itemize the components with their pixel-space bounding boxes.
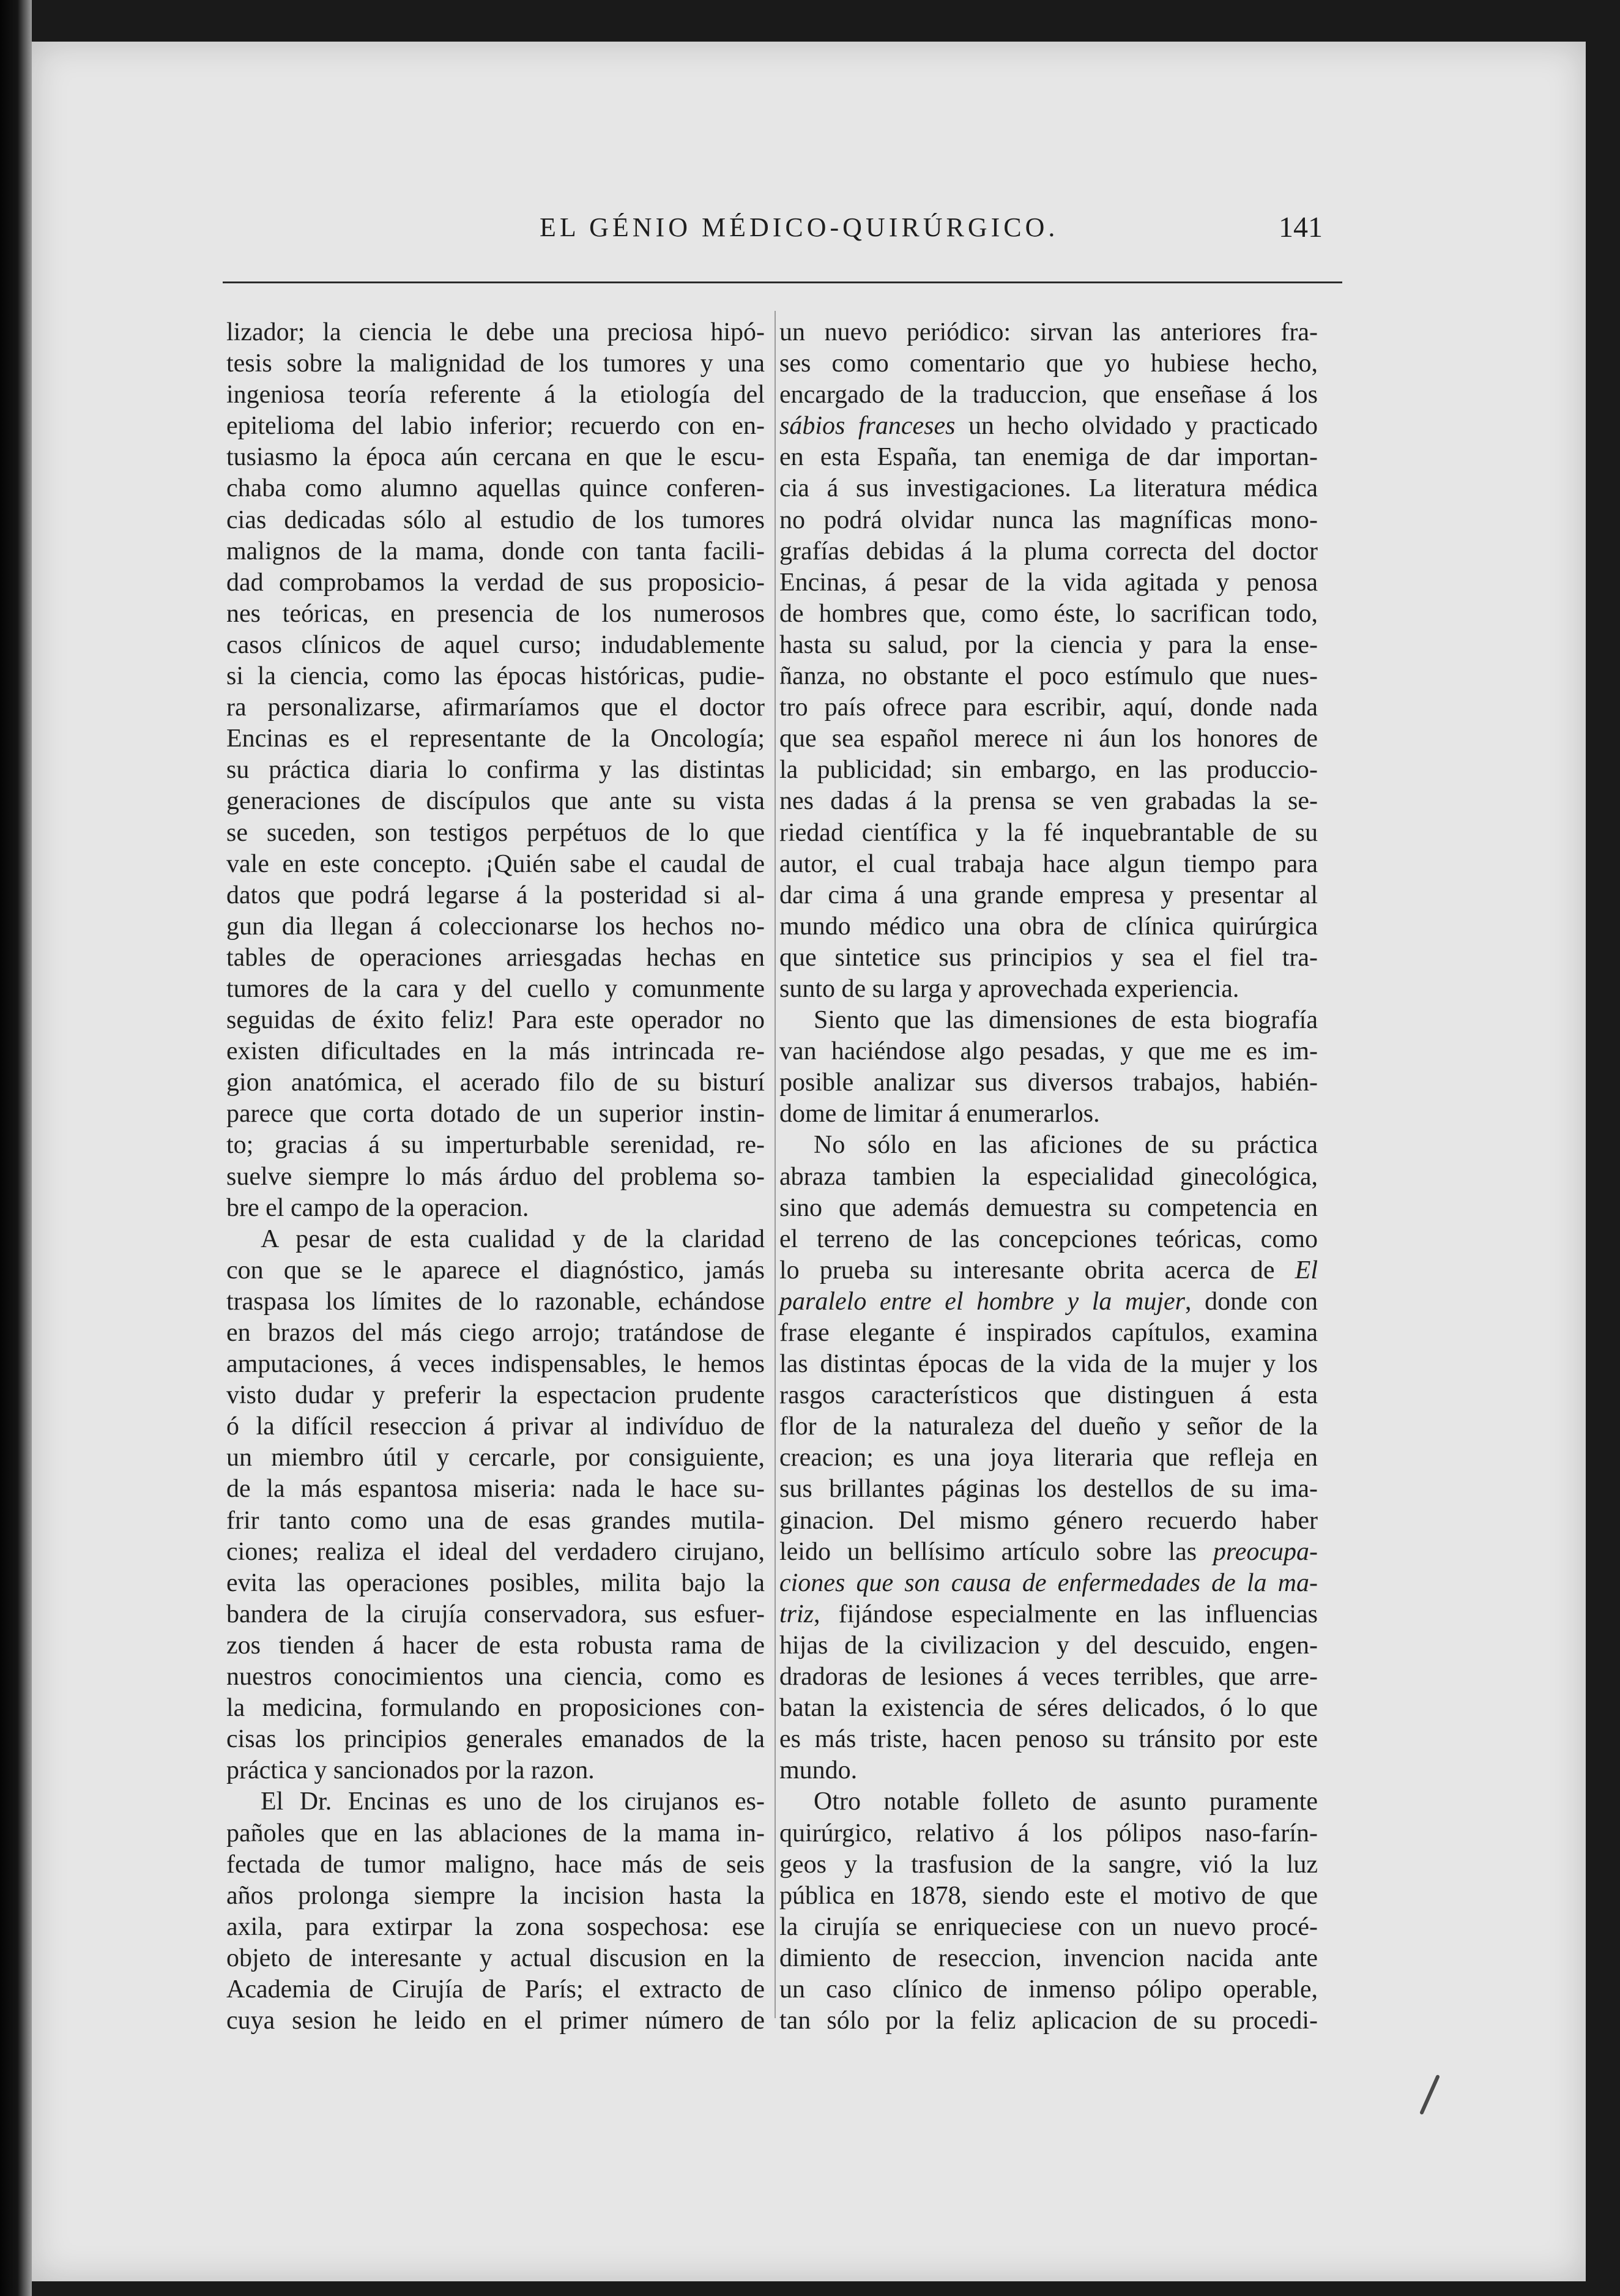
- text-line: to; gracias á su imperturbable serenidad, re-: [226, 1131, 765, 1160]
- text-line: zos tienden á hacer de esta robusta rama de: [226, 1631, 765, 1660]
- text-line: sunto de su larga y aprovechada experiencia.: [779, 974, 1239, 1003]
- text-line: no podrá olvidar nunca las magníficas mono-: [779, 505, 1318, 534]
- text-line: se suceden, son testigos perpétuos de lo que: [226, 818, 765, 847]
- column-divider: [775, 311, 776, 2018]
- text-line: [779, 1568, 1318, 1599]
- text-line: [779, 1599, 1318, 1630]
- italic-title: preocupa-: [1213, 1537, 1318, 1566]
- text-run: leido un bellísimo artículo sobre las: [779, 1537, 1213, 1566]
- text-line: de hombres que, como éste, lo sacrifican todo,: [779, 599, 1318, 628]
- text-line: visto dudar y preferir la espectacion prudente: [226, 1381, 765, 1410]
- text-line: fectada de tumor maligno, hace más de seis: [226, 1850, 765, 1879]
- text-line: gun dia llegan á coleccionarse los hechos no-: [226, 912, 765, 941]
- text-line: ra personalizarse, afirmaríamos que el doctor: [226, 693, 765, 722]
- text-line: suelve siempre lo más árduo del problema so-: [226, 1162, 765, 1191]
- text-line: Encinas es el representante de la Oncología;: [226, 725, 765, 753]
- text-line: tusiasmo la época aún cercana en que le escu-: [226, 443, 765, 472]
- text-line: axila, para extirpar la zona sospechosa: ese: [226, 1912, 765, 1941]
- text-line: mundo.: [779, 1756, 858, 1785]
- text-line: la publicidad; sin embargo, en las produccio-: [779, 756, 1318, 785]
- text-line: [779, 1255, 1318, 1286]
- text-line: hasta su salud, por la ciencia y para la ense-: [779, 630, 1318, 659]
- text-line: malignos de la mama, donde con tanta facili-: [226, 537, 765, 565]
- text-line: lizador; la ciencia le debe una preciosa hipó-: [226, 318, 765, 346]
- text-line: es más triste, hacen penoso su tránsito por este: [779, 1725, 1318, 1754]
- text-line: la medicina, formulando en proposiciones con-: [226, 1694, 765, 1723]
- text-line: tan sólo por la feliz aplicacion de su procedi-: [779, 2007, 1318, 2035]
- text-line: van haciéndose algo pesadas, y que me es im-: [779, 1037, 1318, 1066]
- italic-title: paralelo entre el hombre y la mujer: [779, 1287, 1186, 1316]
- text-line: ñanza, no obstante el poco estímulo que nues-: [779, 662, 1318, 691]
- running-title: EL GÉNIO MÉDICO-QUIRÚRGICO.: [540, 212, 1059, 242]
- text-line: frase elegante é inspirados capítulos, examina: [779, 1319, 1318, 1347]
- text-line: Siento que las dimensiones de esta biografía: [814, 1006, 1318, 1035]
- text-line: cias dedicadas sólo al estudio de los tumores: [226, 505, 765, 534]
- book-binding-shadow: [0, 0, 32, 2296]
- text-line: [779, 1286, 1318, 1318]
- text-line: tro país ofrece para escribir, aquí, donde nada: [779, 693, 1318, 722]
- text-line: años prolonga siempre la incision hasta la: [226, 1881, 765, 1910]
- text-line: dar cima á una grande empresa y presentar al: [779, 881, 1318, 909]
- text-line: nes dadas á la prensa se ven grabadas la se-: [779, 787, 1318, 816]
- text-line: sino que además demuestra su competencia en: [779, 1193, 1318, 1222]
- text-line: No sólo en las aficiones de su práctica: [814, 1131, 1318, 1160]
- text-line: evita las operaciones posibles, milita bajo la: [226, 1568, 765, 1597]
- text-line: su práctica diaria lo confirma y las distintas: [226, 756, 765, 785]
- text-line: un caso clínico de inmenso pólipo operable,: [779, 1975, 1318, 2003]
- text-line: chaba como alumno aquellas quince conferen-: [226, 474, 765, 503]
- text-line: tumores de la cara y del cuello y comunmente: [226, 974, 765, 1003]
- text-line: Otro notable folleto de asunto puramente: [814, 1787, 1318, 1816]
- text-line: quirúrgico, relativo á los pólipos naso-farín-: [779, 1819, 1318, 1847]
- italic-title: triz: [779, 1600, 814, 1628]
- text-line: mundo médico una obra de clínica quirúrgica: [779, 912, 1318, 941]
- text-line: bre el campo de la operacion.: [226, 1193, 529, 1222]
- text-line: [779, 411, 1318, 442]
- text-line: [779, 1537, 1318, 1568]
- text-line: dome de limitar á enumerarlos.: [779, 1100, 1100, 1128]
- right-text-column: [779, 317, 1318, 2035]
- text-line: objeto de interesante y actual discusion en la: [226, 1944, 765, 1972]
- text-line: riedad científica y la fé inquebrantable de su: [779, 818, 1318, 847]
- text-line: existen dificultades en la más intrincada re-: [226, 1037, 765, 1066]
- text-line: sus brillantes páginas los destellos de su ima-: [779, 1475, 1318, 1504]
- text-line: práctica y sancionados por la razon.: [226, 1756, 595, 1785]
- text-line: bandera de la cirujía conservadora, sus esfuer-: [226, 1600, 765, 1628]
- text-line: hijas de la civilizacion y del descuido, engen-: [779, 1631, 1318, 1660]
- text-line: pañoles que en las ablaciones de la mama in-: [226, 1819, 765, 1847]
- text-line: un miembro útil y cercarle, por consiguiente,: [226, 1444, 765, 1472]
- text-line: ses como comentario que yo hubiese hecho,: [779, 349, 1318, 378]
- text-line: vale en este concepto. ¡Quién sabe el caudal de: [226, 849, 765, 878]
- text-line: abraza tambien la especialidad ginecológica,: [779, 1162, 1318, 1191]
- text-line: casos clínicos de aquel curso; indudablemente: [226, 630, 765, 659]
- text-line: de la más espantosa miseria: nada le hace su-: [226, 1475, 765, 1504]
- pen-mark: [1419, 2074, 1440, 2115]
- text-line: ingeniosa teoría referente á la etiología del: [226, 381, 765, 409]
- text-line: El Dr. Encinas es uno de los cirujanos es-: [261, 1787, 765, 1816]
- text-line: tables de operaciones arriesgadas hechas en: [226, 943, 765, 972]
- text-line: flor de la naturaleza del dueño y señor de la: [779, 1412, 1318, 1441]
- text-run: , donde con: [1185, 1287, 1318, 1316]
- text-line: seguidas de éxito feliz! Para este operador no: [226, 1006, 765, 1035]
- text-line: ó la difícil reseccion á privar al indivíduo de: [226, 1412, 765, 1441]
- text-line: datos que podrá legarse á la posteridad si al-: [226, 881, 765, 909]
- scanned-page: [32, 42, 1586, 2281]
- text-line: A pesar de esta cualidad y de la claridad: [261, 1224, 765, 1253]
- italic-title: El: [1295, 1256, 1318, 1284]
- text-run: , fijándose especialmente en las influencias: [814, 1600, 1318, 1628]
- text-line: generaciones de discípulos que ante su vista: [226, 787, 765, 816]
- text-line: la cirujía se enriqueciese con un nuevo procé-: [779, 1912, 1318, 1941]
- text-line: gion anatómica, el acerado filo de su bisturí: [226, 1068, 765, 1097]
- italic-title: sábios franceses: [779, 412, 956, 441]
- text-line: epitelioma del labio inferior; recuerdo con en-: [226, 412, 765, 441]
- text-line: nes teóricas, en presencia de los numerosos: [226, 599, 765, 628]
- text-line: en brazos del más ciego arrojo; tratándose de: [226, 1319, 765, 1347]
- text-line: ciones; realiza el ideal del verdadero cirujano,: [226, 1537, 765, 1566]
- text-line: las distintas épocas de la vida de la mujer y los: [779, 1350, 1318, 1379]
- text-line: posible analizar sus diversos trabajos, habién-: [779, 1068, 1318, 1097]
- text-line: batan la existencia de séres delicados, ó lo que: [779, 1694, 1318, 1723]
- text-line: tesis sobre la malignidad de los tumores y una: [226, 349, 765, 378]
- text-line: rasgos característicos que distinguen á esta: [779, 1381, 1318, 1410]
- header-rule: [223, 281, 1342, 283]
- text-line: que sea español merece ni áun los honores de: [779, 725, 1318, 753]
- text-line: Encinas, á pesar de la vida agitada y penosa: [779, 568, 1318, 597]
- text-line: Academia de Cirujía de París; el extracto de: [226, 1975, 765, 2003]
- text-line: cuya sesion he leido en el primer número de: [226, 2007, 765, 2035]
- text-run: lo prueba su interesante obrita acerca de: [779, 1256, 1295, 1284]
- text-line: cisas los principios generales emanados de la: [226, 1725, 765, 1754]
- text-line: geos y la trasfusion de la sangre, vió la luz: [779, 1850, 1318, 1879]
- text-line: dad comprobamos la verdad de sus proposicio-: [226, 568, 765, 597]
- text-line: que sintetice sus principios y sea el fiel tra-: [779, 943, 1318, 972]
- text-line: creacion; es una joya literaria que refleja en: [779, 1444, 1318, 1472]
- text-line: con que se le aparece el diagnóstico, jamás: [226, 1256, 765, 1284]
- left-text-column: [226, 317, 765, 2035]
- text-line: frir tanto como una de esas grandes mutila-: [226, 1506, 765, 1535]
- text-line: autor, el cual trabaja hace algun tiempo para: [779, 849, 1318, 878]
- page-header: [209, 195, 1323, 250]
- text-line: en esta España, tan enemiga de dar importan-: [779, 443, 1318, 472]
- text-line: traspasa los límites de lo razonable, echándose: [226, 1287, 765, 1316]
- text-line: amputaciones, á veces indispensables, le hemos: [226, 1350, 765, 1379]
- text-run: un hecho olvidado y practicado: [955, 412, 1318, 441]
- text-line: encargado de la traduccion, que enseñase á los: [779, 381, 1318, 409]
- text-line: parece que corta dotado de un superior instin-: [226, 1100, 765, 1128]
- italic-title: ciones que son causa de enfermedades de la ma-: [779, 1568, 1318, 1597]
- text-line: dradoras de lesiones á veces terribles, que arre-: [779, 1663, 1318, 1691]
- text-line: ginacion. Del mismo género recuerdo haber: [779, 1506, 1318, 1535]
- page-number: 141: [1279, 211, 1323, 244]
- text-line: nuestros conocimientos una ciencia, como es: [226, 1663, 765, 1691]
- text-line: cia á sus investigaciones. La literatura médica: [779, 474, 1318, 503]
- text-line: pública en 1878, siendo este el motivo de que: [779, 1881, 1318, 1910]
- text-line: si la ciencia, como las épocas históricas, pudie-: [226, 662, 765, 691]
- text-line: grafías debidas á la pluma correcta del doctor: [779, 537, 1318, 565]
- text-line: el terreno de las concepciones teóricas, como: [779, 1224, 1318, 1253]
- text-line: dimiento de reseccion, invencion nacida ante: [779, 1944, 1318, 1972]
- text-line: un nuevo periódico: sirvan las anteriores fra-: [779, 318, 1318, 346]
